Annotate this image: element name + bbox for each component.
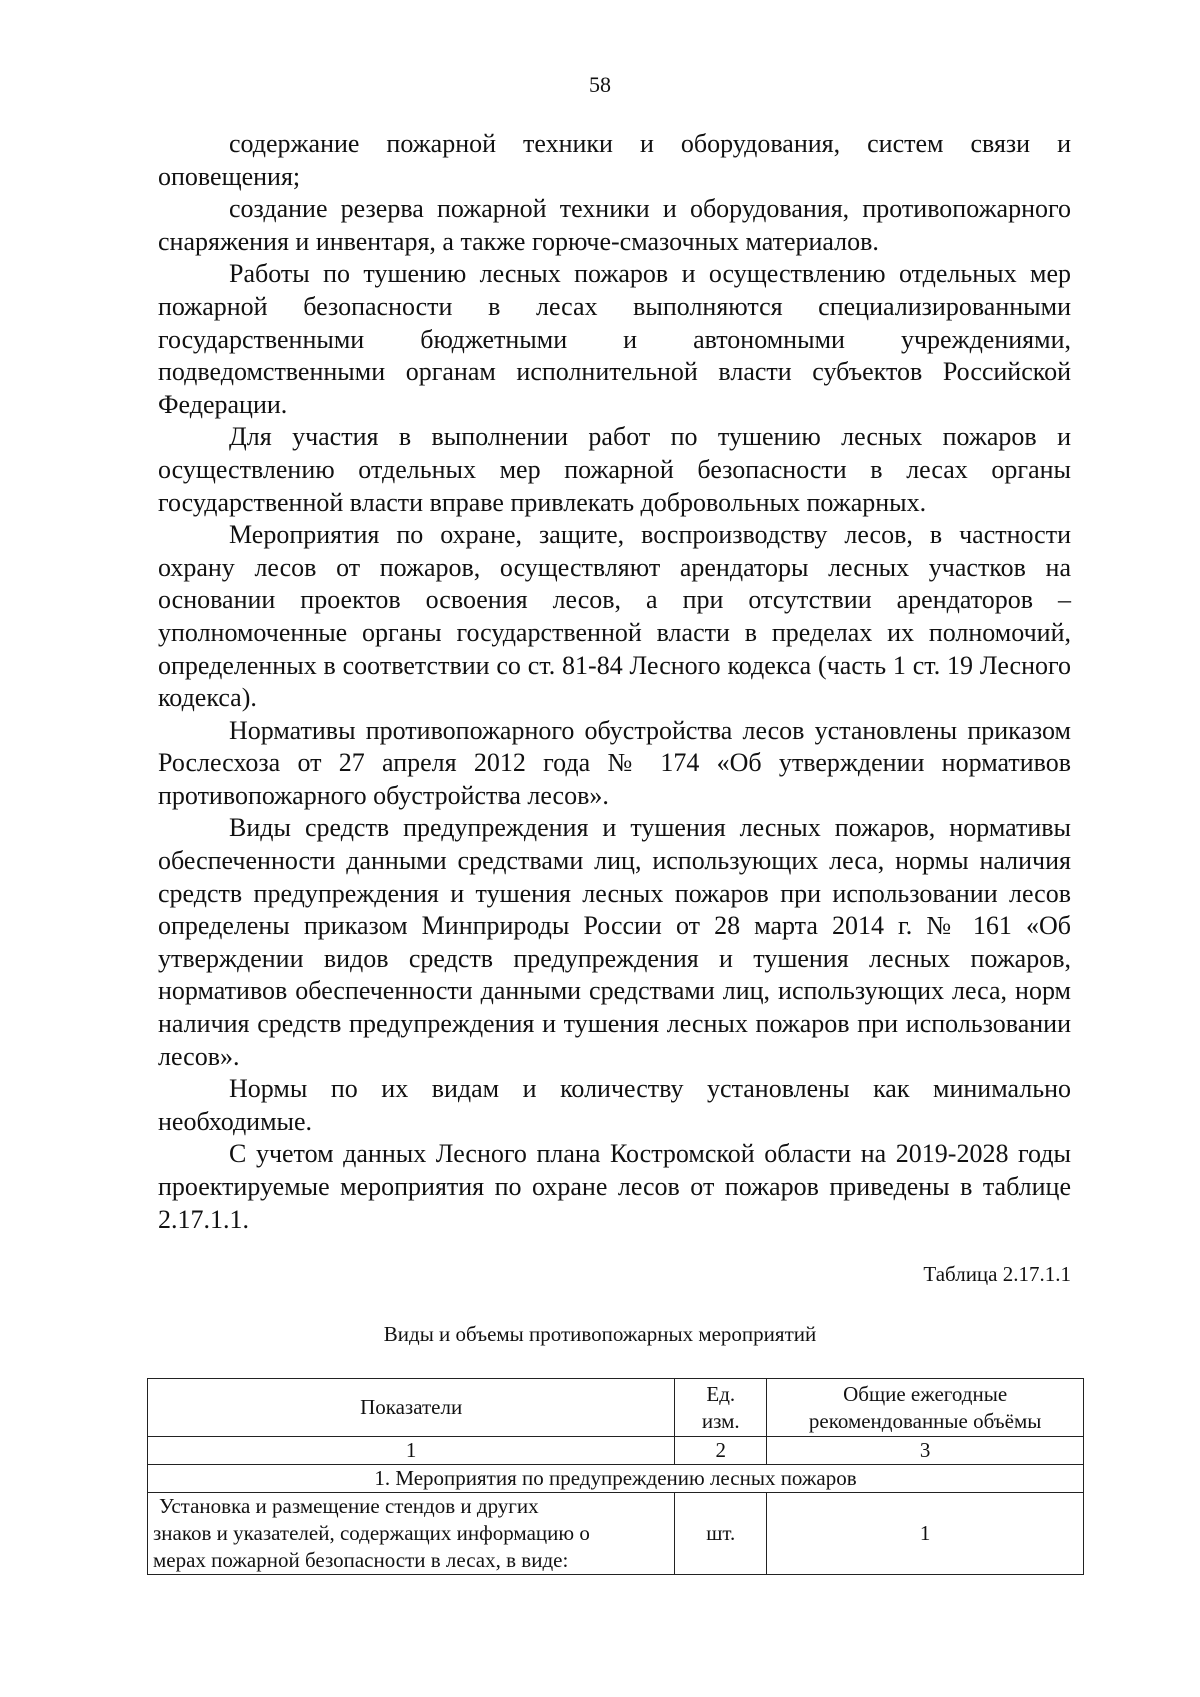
row-volume: 1 [767,1493,1084,1575]
paragraph: Работы по тушению лесных пожаров и осуществлению отдельных мер пожарной безопасности в лесах выполняются специализированными государственными бюджетными и автономными учреждениями, подведомственными органам исполнительной власти субъектов Российской Федерации. [158,259,1071,419]
header-indicators: Показатели [148,1379,675,1437]
row-indicator [148,1493,675,1575]
paragraph: Нормы по их видам и количеству установлены как минимально необходимые. [158,1074,1071,1136]
row-indicator-line: Установка и размещение стендов и других [159,1494,539,1518]
page-number: 58 [589,72,611,97]
column-number: 1 [148,1437,675,1465]
paragraph: Виды средств предупреждения и тушения лесных пожаров, нормативы обеспеченности данными средствами лиц, использующих леса, нормы наличия средств предупреждения и тушения лесных пожаров при использовании лесов определены приказом Минприроды России от 28 марта 2014 г. № 161 «Об утверждении видов средств предупреждения и тушения лесных пожаров, нормативов обеспеченности данными средствами лиц, использующих леса, норм наличия средств предупреждения и тушения лесных пожаров при использовании лесов». [158,813,1071,1071]
measures-table [147,1378,1084,1575]
table-label: Таблица 2.17.1.1 [923,1262,1071,1286]
column-number-row [148,1437,1084,1465]
body-text [158,128,1071,1236]
paragraph: Нормативы противопожарного обустройства лесов установлены приказом Рослесхоза от 27 апреля 2012 года № 174 «Об утверждении нормативов противопожарного обустройства лесов». [158,715,1071,810]
column-number: 3 [767,1437,1084,1465]
table-header-row [148,1379,1084,1437]
table-title: Виды и объемы противопожарных мероприятий [383,1322,817,1346]
row-indicator-line: знаков и указателей, содержащих информацию о [153,1521,590,1545]
section-title: 1. Мероприятия по предупреждению лесных пожаров [148,1465,1084,1493]
row-indicator-line: мерах пожарной безопасности в лесах, в виде: [153,1548,569,1572]
table-row [148,1493,1084,1575]
column-number: 2 [675,1437,767,1465]
header-unit-line: Ед. [706,1381,736,1406]
row-unit: шт. [675,1493,767,1575]
header-unit [675,1379,767,1437]
paragraph: создание резерва пожарной техники и оборудования, противопожарного снаряжения и инвентаря, а также горюче-смазочных материалов. [158,194,1071,256]
header-volumes-line: Общие ежегодные [843,1381,1008,1406]
paragraph: Для участия в выполнении работ по тушению лесных пожаров и осуществлению отдельных мер пожарной безопасности в лесах органы государственной власти вправе привлекать добровольных пожарных. [158,422,1071,517]
header-unit-line: изм. [701,1408,740,1433]
header-volumes [767,1379,1084,1437]
section-row [148,1465,1084,1493]
paragraph: Мероприятия по охране, защите, воспроизводству лесов, в частности охрану лесов от пожаров, осуществляют арендаторы лесных участков на основании проектов освоения лесов, а при отсутствии арендаторов – уполномоченные органы государственной власти в пределах их полномочий, определенных в соответствии со ст. 81-84 Лесного кодекса (часть 1 ст. 19 Лесного кодекса). [158,520,1071,713]
header-volumes-line: рекомендованные объёмы [808,1408,1042,1433]
paragraph: содержание пожарной техники и оборудования, систем связи и оповещения; [158,129,1071,191]
paragraph: С учетом данных Лесного плана Костромской области на 2019-2028 годы проектируемые мероприятия по охране лесов от пожаров приведены в таблице 2.17.1.1. [158,1139,1071,1234]
